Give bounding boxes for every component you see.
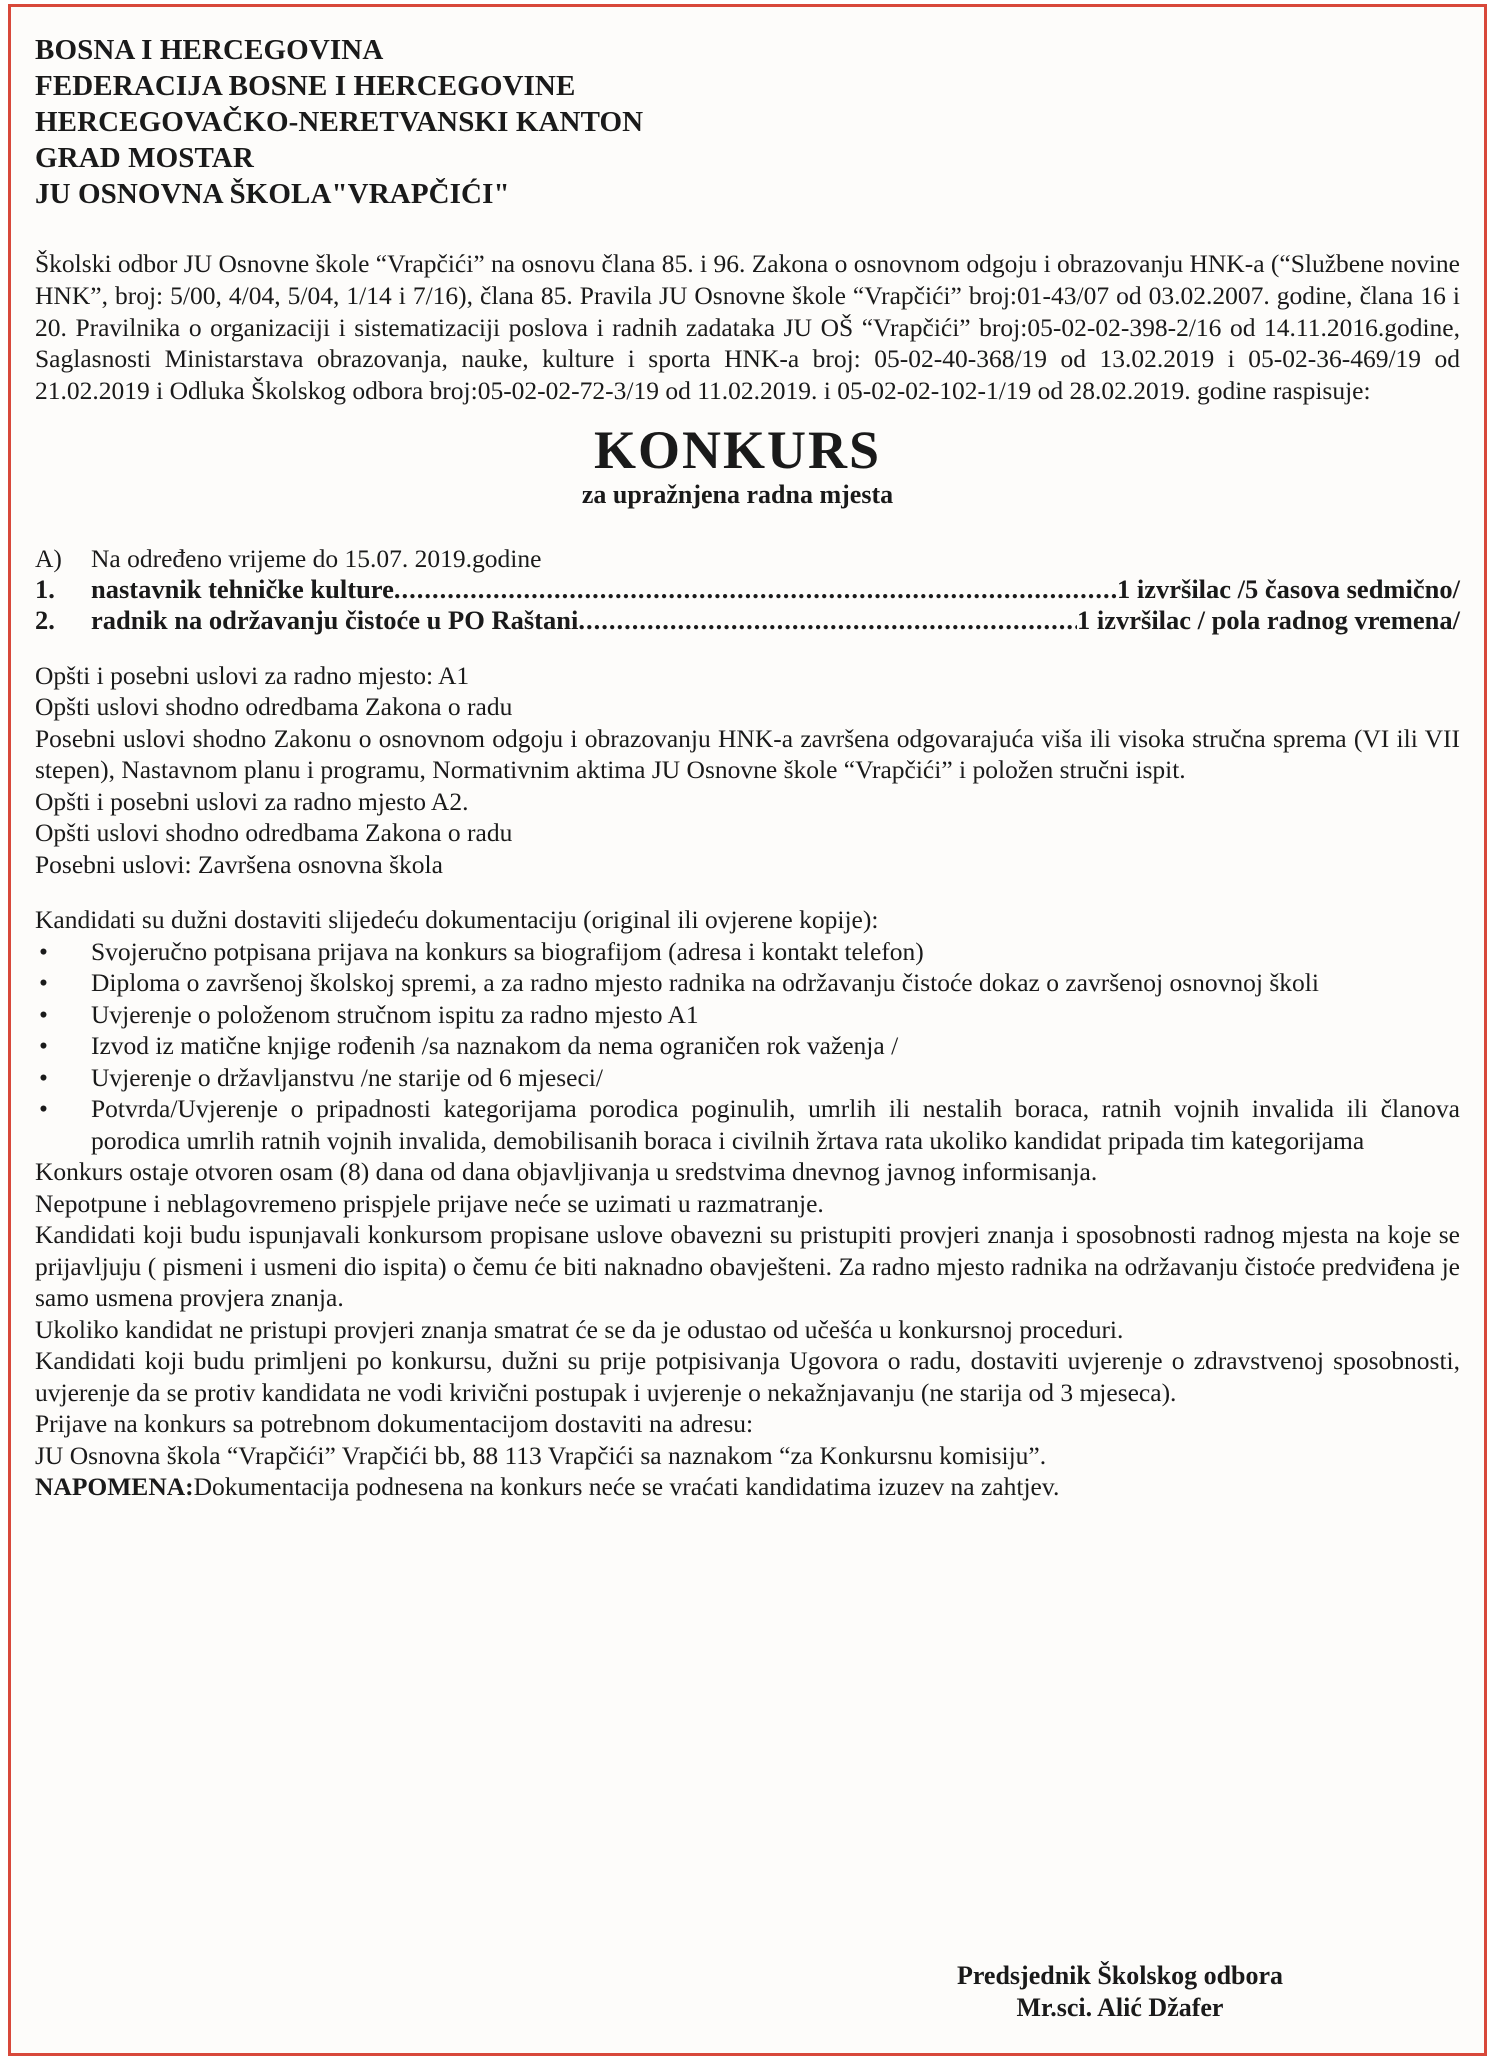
bullet-icon: • <box>39 968 48 998</box>
documents-list <box>35 936 1460 1157</box>
closing-paragraph: Ukoliko kandidat ne pristupi provjeri znanja smatrat će se da je odustao od učešća u konkursnoj proceduri. <box>35 1314 1124 1344</box>
dot-leader <box>578 605 1077 636</box>
header-line-federation: FEDERACIJA BOSNE I HERCEGOVINE <box>35 70 576 102</box>
bullet-icon: • <box>39 1031 48 1061</box>
bullet-icon: • <box>39 999 48 1029</box>
note-paragraph <box>35 1471 1460 1503</box>
signature-title: Predsjednik Školskog odbora <box>956 1961 1284 1990</box>
section-a-text: Na određeno vrijeme do 15.07. 2019.godine <box>91 543 542 573</box>
signature-name: Mr.sci. Alić Džafer <box>1016 1993 1224 2022</box>
section-a <box>35 543 1460 636</box>
bullet-icon: • <box>39 1094 48 1124</box>
conditions-block <box>35 660 1460 881</box>
header-line-country: BOSNA I HERCEGOVINA <box>35 34 384 66</box>
position-name: radnik na održavanju čistoće u PO Raštani <box>91 604 579 635</box>
documents-intro: Kandidati su dužni dostaviti slijedeću dokumentaciju (original ili ovjerene kopije): <box>35 905 879 935</box>
condition-line: Opšti i posebni uslovi za radno mjesto: A1 <box>35 660 470 690</box>
position-item <box>35 605 1460 636</box>
condition-line: Opšti uslovi shodno odredbama Zakona o radu <box>35 818 513 848</box>
bullet-icon: • <box>39 1062 48 1092</box>
document-page <box>35 32 1460 1503</box>
bullet-icon: • <box>39 936 48 966</box>
condition-line: Posebni uslovi: Završena osnovna škola <box>35 849 443 879</box>
position-item <box>35 574 1460 605</box>
position-number: 1. <box>35 573 55 604</box>
list-item-text: Diploma o završenoj školskoj spremi, a za radno mjesto radnika na održavanju čistoće dokaz o završenoj osnovnoj školi <box>91 968 1319 998</box>
list-item <box>35 1093 1460 1156</box>
list-item <box>35 1062 1460 1094</box>
closing-paragraph: Kandidati koji budu primljeni po konkursu, dužni su prije potpisivanja Ugovora o radu, dostaviti uvjerenje o zdravstvenoj sposobnosti, uvjerenje da se protiv kandidata ne vodi krivični postupak i uvjerenje o nekažnjavanju (ne starija od 3 mjeseca). <box>35 1346 1460 1407</box>
dot-leader <box>394 574 1117 605</box>
note-label: NAPOMENA: <box>35 1472 194 1502</box>
list-item <box>35 967 1460 999</box>
list-item-text: Izvod iz matične knjige rođenih /sa naznakom da nema ograničen rok važenja / <box>91 1031 899 1061</box>
closing-paragraph: JU Osnovna škola “Vrapčići” Vrapčići bb, 88 113 Vrapčići sa naznakom “za Konkursnu komisiju”. <box>35 1440 1047 1470</box>
condition-line: Opšti uslovi shodno odredbama Zakona o radu <box>35 692 513 722</box>
note-text: Dokumentacija podnesena na konkurs neće se vraćati kandidatima izuzev na zahtjev. <box>193 1472 1060 1502</box>
list-item <box>35 936 1460 968</box>
section-a-label: A) <box>35 543 62 573</box>
header <box>35 32 1460 212</box>
condition-line: Posebni uslovi shodno Zakonu o osnovnom odgoju i obrazovanju HNK-a završena odgovarajuća viša ili visoka stručna sprema (VI ili VII stepen), Nastavnom planu i programu, Normativnim aktima JU Osnovne škole “Vrapčići” i položen stručni ispit. <box>35 723 1460 785</box>
position-name: nastavnik tehničke kulture <box>91 573 394 604</box>
list-item <box>35 999 1460 1031</box>
closing-paragraph: Konkurs ostaje otvoren osam (8) dana od dana objavljivanja u sredstvima dnevnog javnog informisanja. <box>35 1157 1098 1187</box>
documents-block <box>35 904 1460 1503</box>
position-detail: 1 izvršilac /5 časova sedmično/ <box>1117 573 1460 604</box>
section-a-heading <box>35 543 1460 574</box>
header-line-canton: HERCEGOVAČKO-NERETVANSKI KANTON <box>35 106 644 138</box>
closing-paragraph: Prijave na konkurs sa potrebnom dokumentacijom dostaviti na adresu: <box>35 1409 754 1439</box>
closing-paragraph: Nepotpune i neblagovremeno prispjele prijave neće se uzimati u razmatranje. <box>35 1188 824 1218</box>
document-title: KONKURS <box>593 419 882 480</box>
closing-paragraph: Kandidati koji budu ispunjavali konkursom propisane uslove obavezni su pristupiti provjeri znanja i sposobnosti radnog mjesta na koje se prijavljuju ( pismeni i usmeni dio ispita) o čemu će biti naknadno obavješteni. Za radno mjesto radnika na održavanju čistoće predviđena je samo usmena provjera znanja. <box>35 1220 1460 1313</box>
closing-block <box>35 1156 1460 1503</box>
signature-block <box>910 1960 1330 2024</box>
list-item-text: Svojeručno potpisana prijava na konkurs sa biografijom (adresa i kontakt telefon) <box>91 936 924 966</box>
list-item <box>35 1030 1460 1062</box>
header-line-school: JU OSNOVNA ŠKOLA"VRAPČIĆI" <box>35 178 510 210</box>
list-item-text: Uvjerenje o državljanstvu /ne starije od 6 mjeseci/ <box>91 1062 603 1092</box>
list-item-text: Potvrda/Uvjerenje o pripadnosti kategorijama porodica poginulih, umrlih ili nestalih boraca, ratnih vojnih invalida ili članova porodica umrlih ratnih vojnih invalida, demobilisanih boraca i civilnih žrtava rata ukoliko kandidat pripada tim kategorijama <box>91 1094 1460 1155</box>
position-detail: 1 izvršilac / pola radnog vremena/ <box>1077 604 1460 635</box>
list-item-text: Uvjerenje o položenom stručnom ispitu za radno mjesto A1 <box>91 999 699 1029</box>
condition-line: Opšti i posebni uslovi za radno mjesto A2. <box>35 786 469 816</box>
header-line-city: GRAD MOSTAR <box>35 142 254 174</box>
intro-paragraph: Školski odbor JU Osnovne škole “Vrapčići” na osnovu člana 85. i 96. Zakona o osnovnom odgoju i obrazovanju HNK-a (“Službene novine HNK”, broj: 5/00, 4/04, 5/04, 1/14 i 7/16), člana 85. Pravila JU Osnovne škole “Vrapčići” broj:01-43/07 od 03.02.2007. godine, člana 16 i 20. Pravilnika o organizaciji i sistematizaciji poslova i radnih zadataka JU OŠ “Vrapčići” broj:05-02-02-398-2/16 od 14.11.2016.godine, Saglasnosti Ministarstava obrazovanja, nauke, kulture i sporta HNK-a broj: 05-02-40-368/19 od 13.02.2019 i 05-02-36-469/19 od 21.02.2019 i Odluka Školskog odbora broj:05-02-02-72-3/19 od 11.02.2019. i 05-02-02-102-1/19 od 28.02.2019. godine raspisuje: <box>35 249 1460 406</box>
document-subtitle: za upražnjena radna mjesta <box>581 479 894 509</box>
position-number: 2. <box>35 604 55 635</box>
